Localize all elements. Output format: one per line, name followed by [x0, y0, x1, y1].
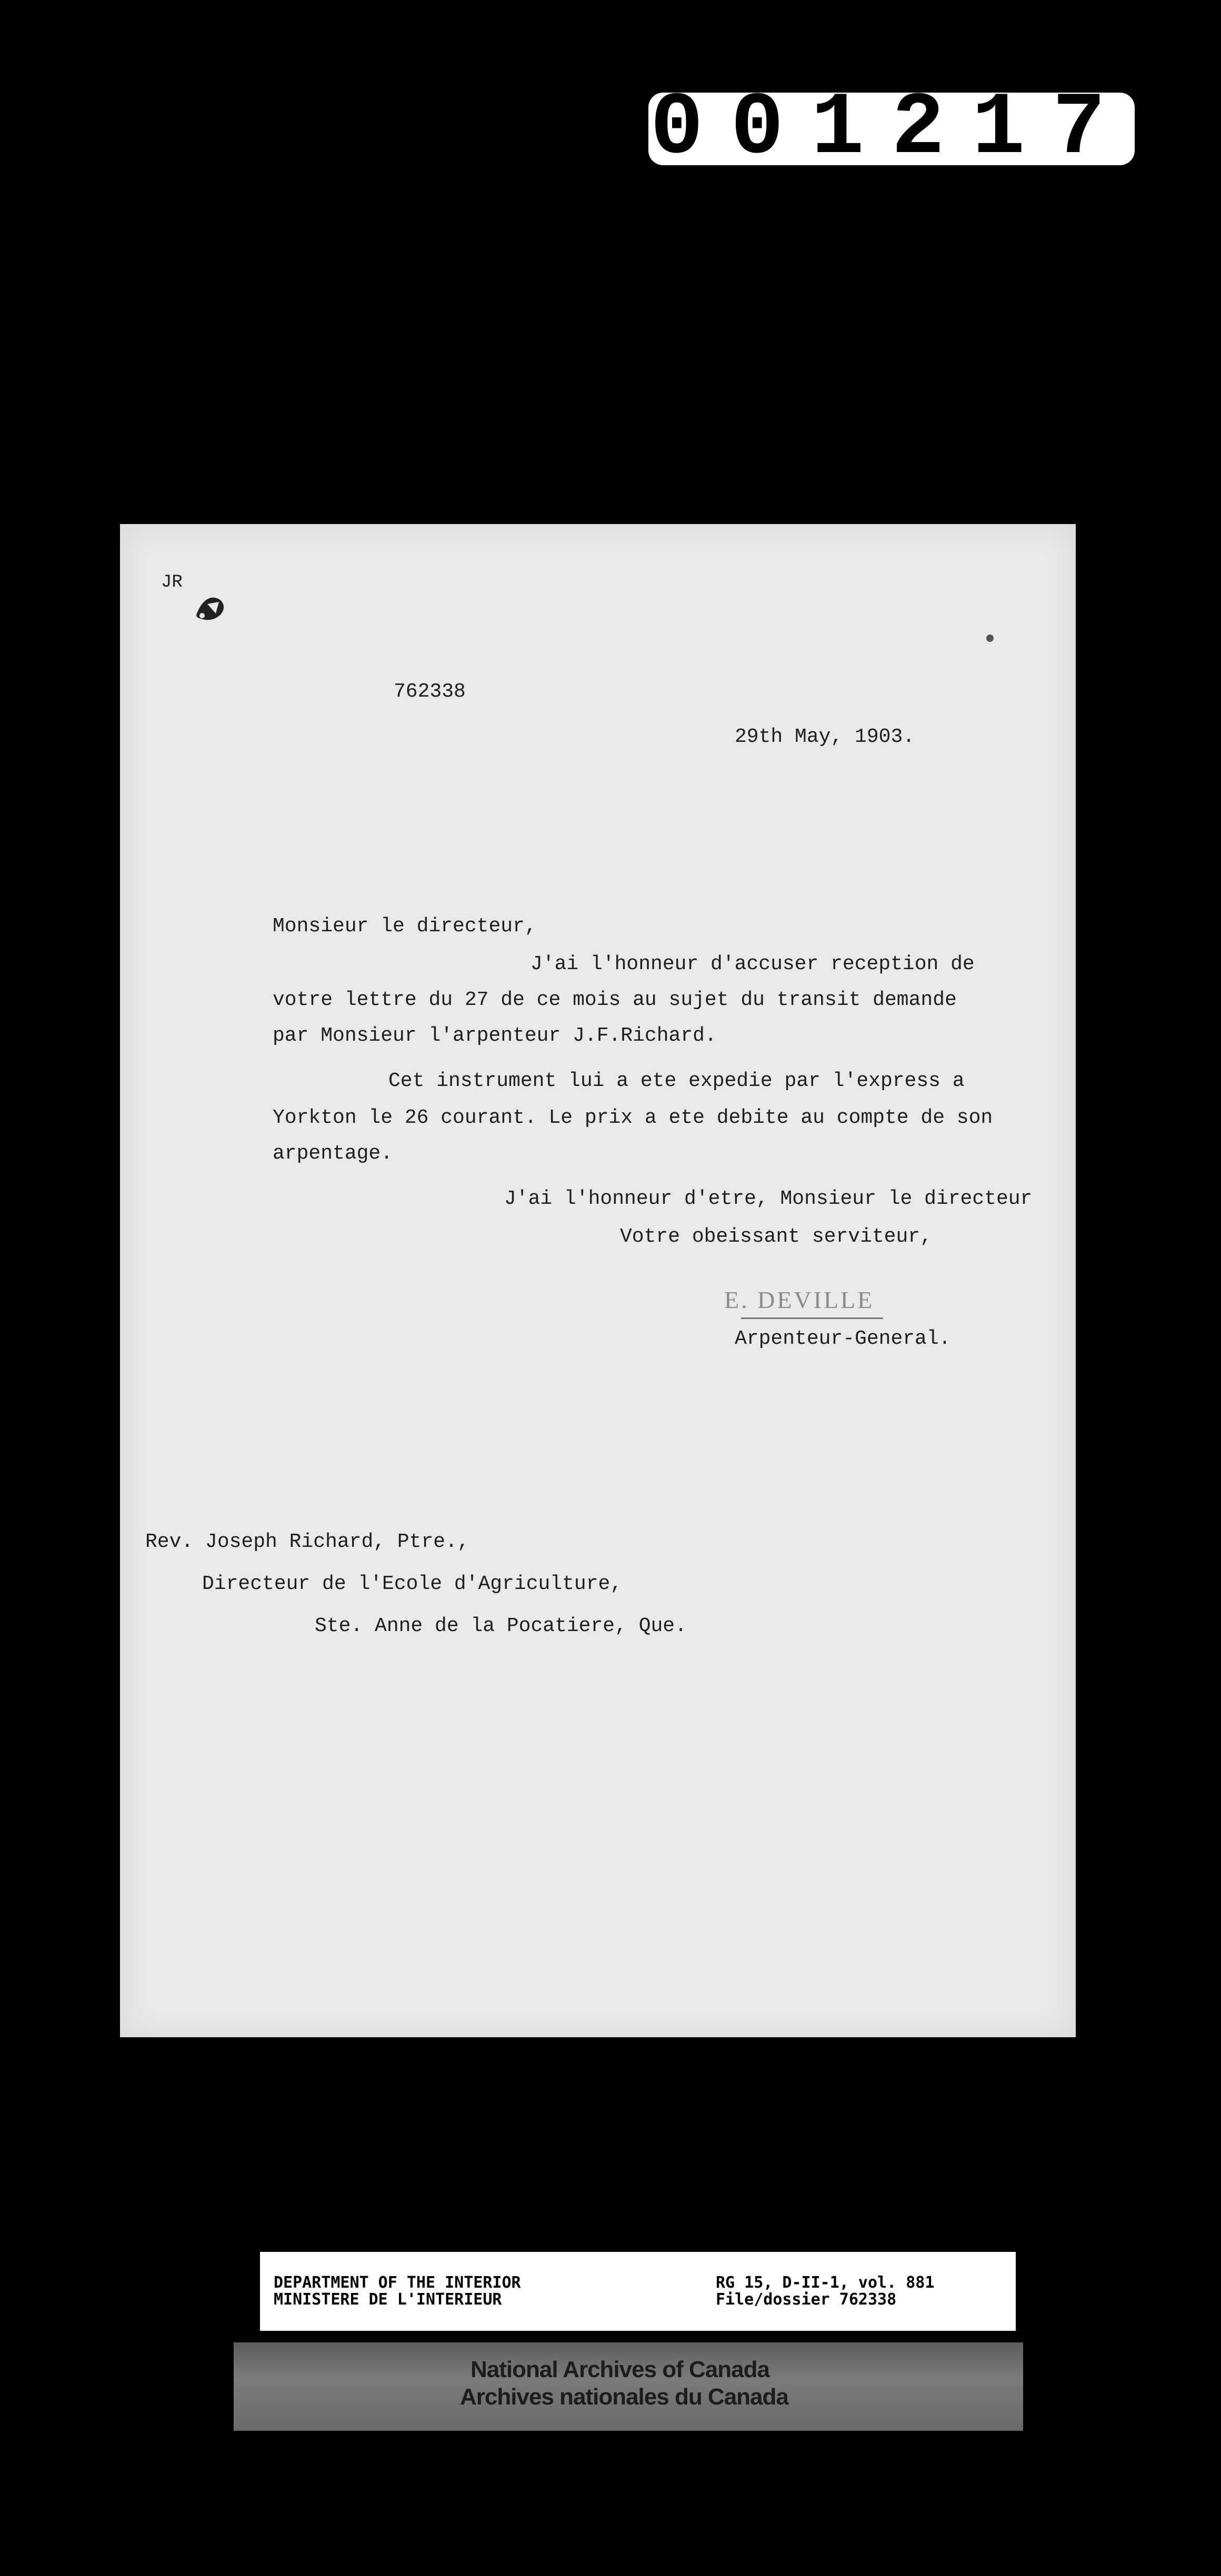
- closing-line: J'ai l'honneur d'etre, Monsieur le directeur: [504, 1188, 1033, 1210]
- record-group-reference: RG 15, D-II-1, vol. 881: [716, 2273, 935, 2292]
- department-en: DEPARTMENT OF THE INTERIOR: [274, 2273, 521, 2292]
- body-line: arpentage.: [273, 1142, 393, 1165]
- signer-title: Arpenteur-General.: [735, 1327, 951, 1350]
- file-dossier-number: File/dossier 762338: [716, 2290, 897, 2309]
- body-line: Cet instrument lui a ete expedie par l'express a: [388, 1070, 965, 1092]
- recipient-line: Ste. Anne de la Pocatiere, Que.: [315, 1615, 687, 1637]
- ink-blot-icon: [192, 592, 231, 625]
- archive-reference-label: [260, 2252, 1016, 2331]
- signature-stamp: E. DEVILLE: [724, 1286, 875, 1313]
- body-line: votre lettre du 27 de ce mois au sujet du transit demande: [273, 989, 957, 1011]
- initials: JR: [161, 572, 183, 592]
- closing-line: Votre obeissant serviteur,: [620, 1225, 932, 1248]
- letter-sheet: [120, 524, 1076, 2037]
- body-line: par Monsieur l'arpenteur J.F.Richard.: [273, 1024, 717, 1047]
- body-line: Yorkton le 26 courant. Le prix a ete debite au compte de son: [273, 1106, 993, 1129]
- department-fr: MINISTERE DE L'INTERIEUR: [274, 2290, 502, 2309]
- body-line: J'ai l'honneur d'accuser reception de: [531, 953, 975, 975]
- archives-name-en: National Archives of Canada: [471, 2357, 769, 2382]
- recipient-line: Rev. Joseph Richard, Ptre.,: [145, 1531, 469, 1553]
- salutation: Monsieur le directeur,: [273, 915, 537, 938]
- frame-number: 001217: [648, 93, 1135, 165]
- paper-speck: [986, 635, 994, 642]
- file-number: 762338: [394, 680, 466, 703]
- archives-name-fr: Archives nationales du Canada: [460, 2384, 788, 2410]
- recipient-line: Directeur de l'Ecole d'Agriculture,: [202, 1573, 623, 1595]
- letter-date: 29th May, 1903.: [735, 726, 915, 748]
- archives-watermark-band: [234, 2342, 1023, 2431]
- signature-rule: [741, 1317, 883, 1319]
